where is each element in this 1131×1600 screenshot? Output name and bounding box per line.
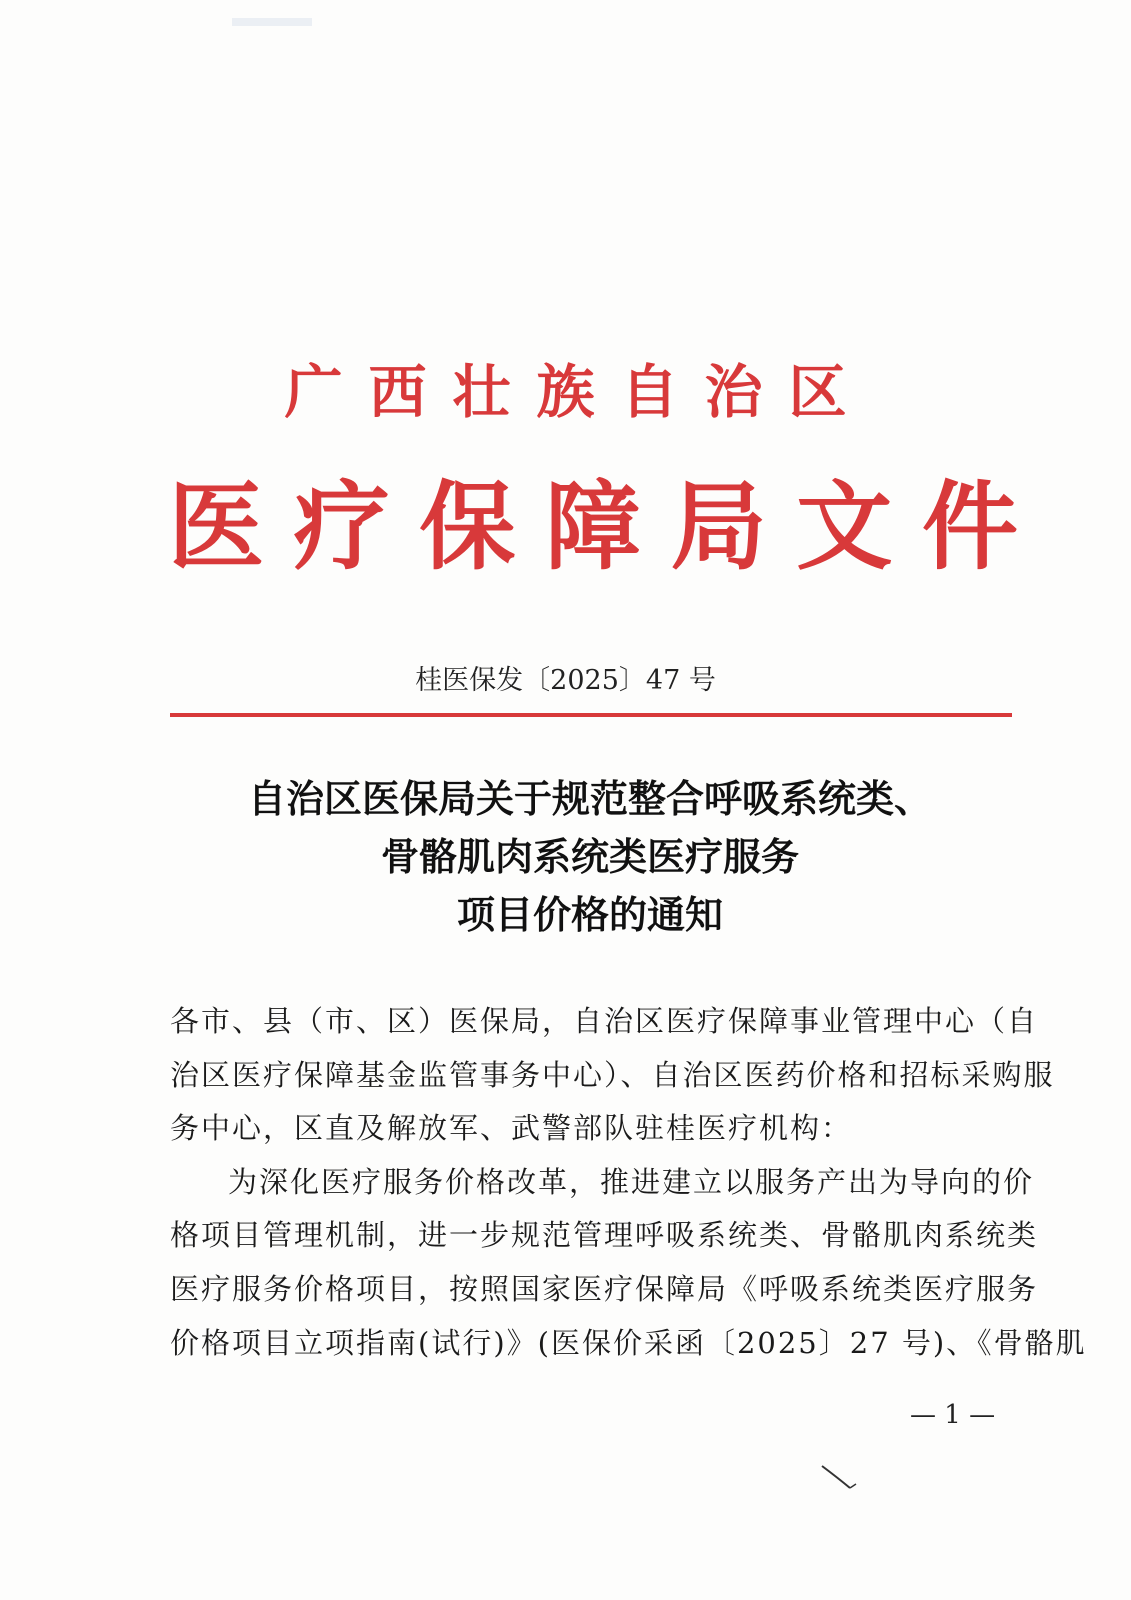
body-line: 为深化医疗服务价格改革，推进建立以服务产出为导向的价 <box>228 1164 1035 1199</box>
agency-char: 保 <box>419 470 516 583</box>
agency-char: 疗 <box>293 470 390 583</box>
page-number: — 1 — <box>910 1400 996 1430</box>
agency-char: 医 <box>168 470 264 583</box>
body-line: 务中心，区直及解放军、武警部队驻桂医疗机构： <box>170 1111 853 1146</box>
body-line: 格项目管理机制，进一步规范管理呼吸系统类、骨骼肌肉系统类 <box>170 1218 1039 1253</box>
agency-char: 障 <box>544 470 641 583</box>
red-divider <box>170 713 1012 717</box>
document-title <box>100 770 1080 944</box>
document-body <box>170 995 1087 1370</box>
agency-char: 局 <box>670 470 767 583</box>
issuer-region: 广西壮族自治区 <box>284 358 873 426</box>
scan-artifact <box>232 18 312 26</box>
document-number: 桂医保发〔2025〕47 号 <box>415 665 716 696</box>
agency-char: 件 <box>921 470 1018 583</box>
title-line: 骨骼肌肉系统类医疗服务 <box>380 834 799 879</box>
issuer-agency-title <box>168 472 1018 582</box>
agency-char: 文 <box>796 470 893 583</box>
body-line: 医疗服务价格项目，按照国家医疗保障局《呼吸系统类医疗服务 <box>170 1271 1039 1306</box>
body-line: 治区医疗保障基金监管事务中心）、自治区医药价格和招标采购服 <box>170 1057 1055 1092</box>
pen-stroke-icon <box>820 1462 860 1492</box>
title-line: 项目价格的通知 <box>456 892 723 937</box>
body-line: 各市、县（市、区）医保局，自治区医疗保障事业管理中心（自 <box>170 1004 1039 1038</box>
title-line: 自治区医保局关于规范整合呼吸系统类、 <box>247 776 932 821</box>
body-line: 价格项目立项指南(试行)》(医保价采函〔2025〕27 号)、《骨骼肌 <box>170 1325 1087 1360</box>
